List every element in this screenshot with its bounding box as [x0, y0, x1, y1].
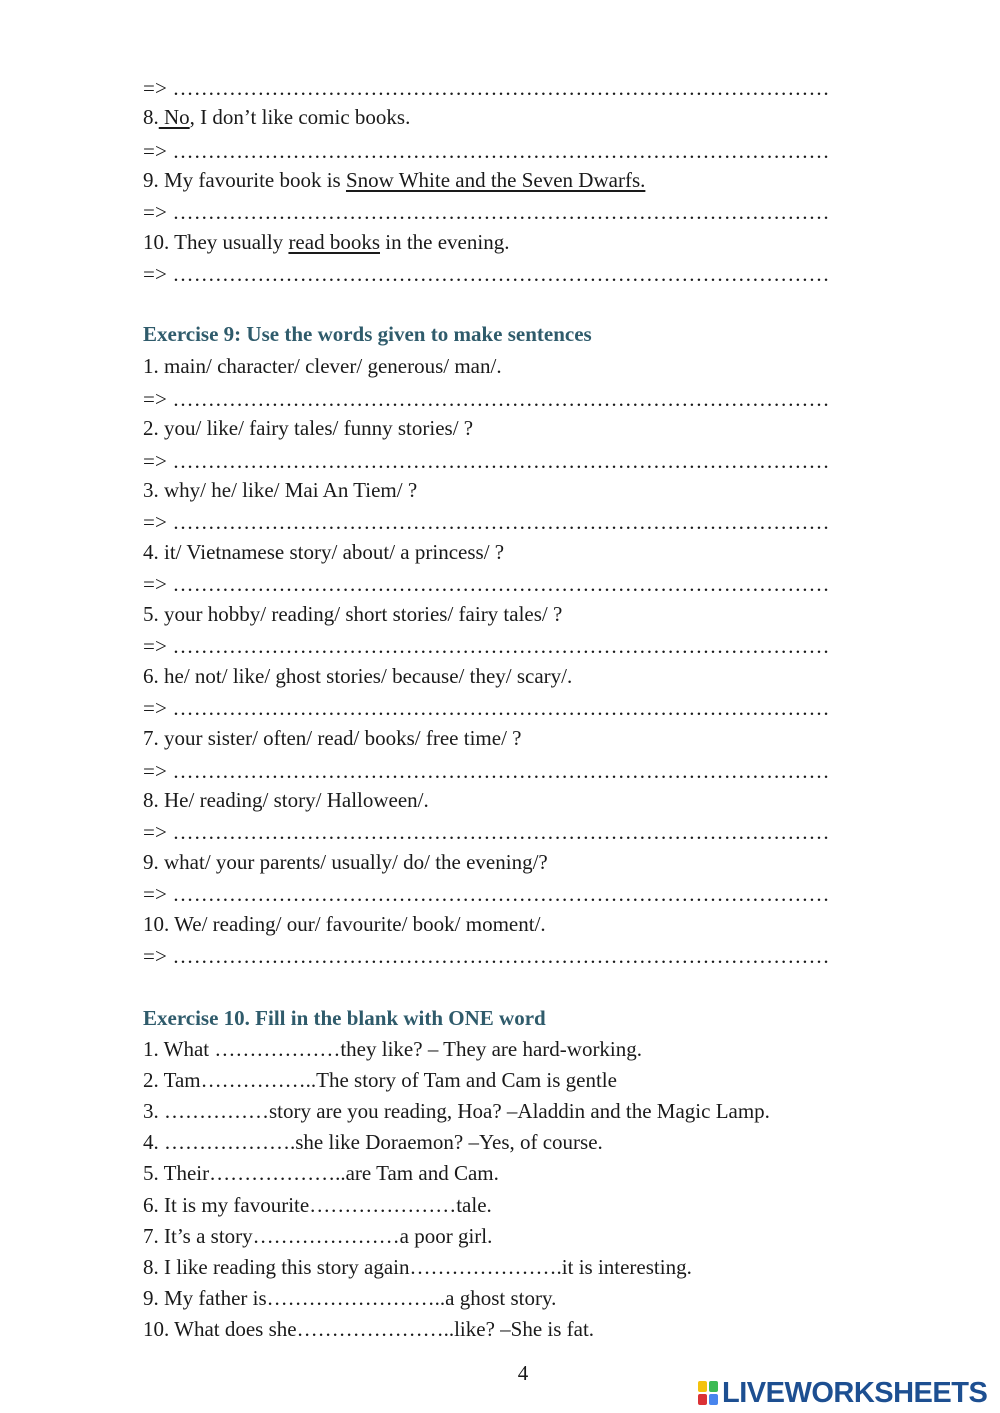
ex10-item[interactable]: 9. My father is……………………..a ghost story. — [143, 1286, 557, 1310]
answer-line[interactable]: => ………………………………………………………………………………… — [143, 262, 830, 286]
ex9-item: 7. your sister/ often/ read/ books/ free time/ ? — [143, 726, 522, 750]
page-number: 4 — [517, 1361, 529, 1385]
answer-line[interactable]: => ………………………………………………………………………………… — [143, 696, 830, 720]
ex9-item: 6. he/ not/ like/ ghost stories/ because/ they/ scary/. — [143, 664, 573, 688]
logo-text: LIVEWORKSHEETS — [722, 1377, 988, 1409]
ex9-item: 8. He/ reading/ story/ Halloween/. — [143, 788, 429, 812]
ex10-item[interactable]: 6. It is my favourite…………………tale. — [143, 1193, 492, 1217]
underlined-text: read books — [288, 230, 380, 254]
answer-line[interactable]: => ………………………………………………………………………………… — [143, 820, 830, 844]
answer-line[interactable]: => ………………………………………………………………………………… — [143, 634, 830, 658]
ex10-item[interactable]: 4. ……………….she like Doraemon? –Yes, of course. — [143, 1130, 603, 1154]
item-text: in the evening. — [380, 230, 510, 254]
ex9-item: 3. why/ he/ like/ Mai An Tiem/ ? — [143, 478, 418, 502]
ex9-item: 1. main/ character/ clever/ generous/ man/. — [143, 354, 502, 378]
ex10-item[interactable]: 7. It’s a story…………………a poor girl. — [143, 1224, 493, 1248]
item-text: 9. My favourite book is — [143, 168, 346, 192]
ex10-item[interactable]: 3. ……………story are you reading, Hoa? –Aladdin and the Magic Lamp. — [143, 1099, 770, 1123]
answer-line[interactable]: => ………………………………………………………………………………… — [143, 759, 830, 783]
exercise-9-heading: Exercise 9: Use the words given to make sentences — [143, 322, 592, 346]
ex10-item[interactable]: 1. What ………………they like? – They are hard-working. — [143, 1037, 643, 1061]
answer-line[interactable]: => ………………………………………………………………………………… — [143, 76, 830, 100]
answer-line[interactable]: => ………………………………………………………………………………… — [143, 387, 830, 411]
ex9-item: 10. We/ reading/ our/ favourite/ book/ moment/. — [143, 912, 546, 936]
exercise-10-heading: Exercise 10. Fill in the blank with ONE word — [143, 1006, 546, 1030]
ex10-item[interactable]: 10. What does she…………………..like? –She is fat. — [143, 1317, 595, 1341]
ex8-item-8 — [143, 104, 883, 130]
underlined-text: No — [158, 105, 190, 129]
liveworksheets-logo — [697, 1378, 987, 1408]
answer-line[interactable]: => ………………………………………………………………………………… — [143, 139, 830, 163]
answer-line[interactable]: => ………………………………………………………………………………… — [143, 200, 830, 224]
ex9-item: 2. you/ like/ fairy tales/ funny stories/ ? — [143, 416, 474, 440]
answer-line[interactable]: => ………………………………………………………………………………… — [143, 944, 830, 968]
ex10-item[interactable]: 5. Their………………..are Tam and Cam. — [143, 1161, 499, 1185]
answer-line[interactable]: => ………………………………………………………………………………… — [143, 510, 830, 534]
answer-line[interactable]: => ………………………………………………………………………………… — [143, 449, 830, 473]
ex9-item: 9. what/ your parents/ usually/ do/ the evening/? — [143, 850, 548, 874]
underlined-text: Snow White and the Seven Dwarfs. — [345, 168, 646, 192]
logo-mark-icon — [697, 1380, 719, 1406]
ex10-item[interactable]: 2. Tam……………..The story of Tam and Cam is gentle — [143, 1068, 617, 1092]
ex8-item-10 — [143, 229, 883, 255]
item-text: 10. They usually — [143, 230, 289, 254]
ex9-item: 5. your hobby/ reading/ short stories/ fairy tales/ ? — [143, 602, 563, 626]
ex8-item-9 — [143, 167, 883, 193]
ex9-item: 4. it/ Vietnamese story/ about/ a princess/ ? — [143, 540, 505, 564]
item-number: 8. — [143, 105, 159, 129]
answer-line[interactable]: => ………………………………………………………………………………… — [143, 572, 830, 596]
answer-line[interactable]: => ………………………………………………………………………………… — [143, 882, 830, 906]
ex10-item[interactable]: 8. I like reading this story again………………….it is interesting. — [143, 1255, 692, 1279]
item-text: , I don’t like comic books. — [189, 105, 411, 129]
